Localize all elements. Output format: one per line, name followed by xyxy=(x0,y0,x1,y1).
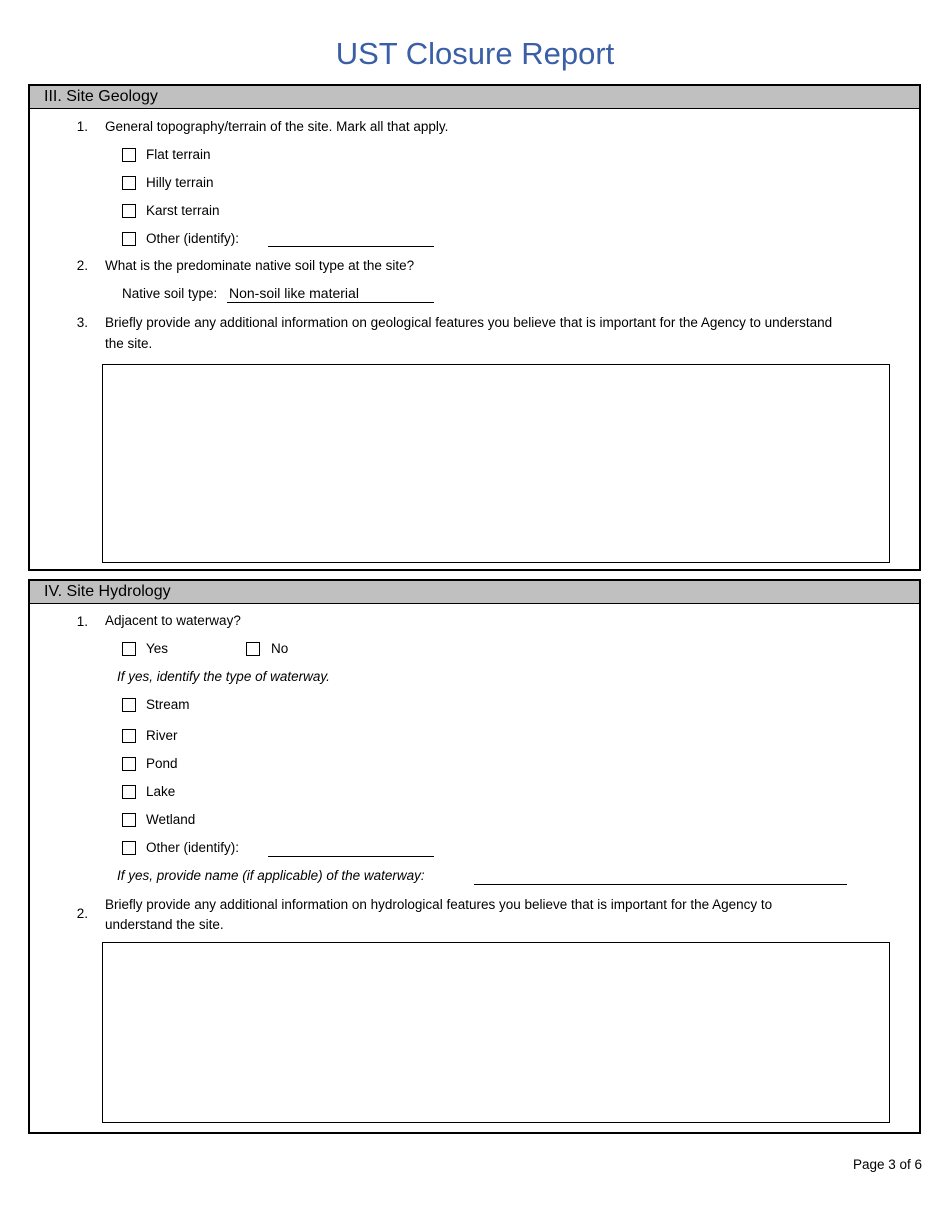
question-text: Briefly provide any additional information on geological features you believe that is important for the Agency to understand xyxy=(105,315,833,330)
checkbox-label: Yes xyxy=(146,641,169,656)
native-soil-type-underline xyxy=(227,302,434,303)
instruction-text: If yes, provide name (if applicable) of the waterway: xyxy=(117,868,425,883)
flat-terrain-checkbox[interactable] xyxy=(122,148,136,162)
other-terrain-input[interactable] xyxy=(268,246,434,247)
waterway-name-input[interactable] xyxy=(474,884,847,885)
question-number: 2. xyxy=(76,906,88,921)
page-title: UST Closure Report xyxy=(335,36,615,71)
question-number: 1. xyxy=(76,614,88,629)
question-text: What is the predominate native soil type at the site? xyxy=(105,258,415,273)
checkbox-label: River xyxy=(146,728,178,743)
checkbox-label: Karst terrain xyxy=(146,203,220,218)
river-checkbox[interactable] xyxy=(122,729,136,743)
wetland-checkbox[interactable] xyxy=(122,813,136,827)
other-terrain-checkbox[interactable] xyxy=(122,232,136,246)
question-text: General topography/terrain of the site. Mark all that apply. xyxy=(105,119,449,134)
checkbox-label: Stream xyxy=(146,697,190,712)
other-waterway-input[interactable] xyxy=(268,856,434,857)
question-number: 2. xyxy=(76,258,88,273)
section-header: III. Site Geology xyxy=(30,86,919,109)
section-header: IV. Site Hydrology xyxy=(30,581,919,604)
question-text-continued: the site. xyxy=(105,336,153,351)
question-number: 3. xyxy=(76,315,88,330)
pond-checkbox[interactable] xyxy=(122,757,136,771)
geology-info-textarea[interactable] xyxy=(102,364,890,563)
hilly-terrain-checkbox[interactable] xyxy=(122,176,136,190)
waterway-yes-checkbox[interactable] xyxy=(122,642,136,656)
stream-checkbox[interactable] xyxy=(122,698,136,712)
question-text: Adjacent to waterway? xyxy=(105,613,241,628)
karst-terrain-checkbox[interactable] xyxy=(122,204,136,218)
question-text: Briefly provide any additional information on hydrological features you believe that is important for the Agency to xyxy=(105,897,773,912)
checkbox-label: No xyxy=(271,641,289,656)
native-soil-type-field[interactable]: Non-soil like material xyxy=(229,285,359,301)
question-number: 1. xyxy=(76,119,88,134)
checkbox-label: Hilly terrain xyxy=(146,175,214,190)
page-number: Page 3 of 6 xyxy=(852,1157,922,1172)
question-text-continued: understand the site. xyxy=(105,917,224,932)
instruction-text: If yes, identify the type of waterway. xyxy=(117,669,330,684)
other-waterway-checkbox[interactable] xyxy=(122,841,136,855)
checkbox-label: Pond xyxy=(146,756,178,771)
checkbox-label: Wetland xyxy=(146,812,196,827)
checkbox-label: Flat terrain xyxy=(146,147,211,162)
field-label: Native soil type: xyxy=(122,286,218,301)
checkbox-label: Other (identify): xyxy=(146,231,240,246)
waterway-no-checkbox[interactable] xyxy=(246,642,260,656)
checkbox-label: Other (identify): xyxy=(146,840,240,855)
lake-checkbox[interactable] xyxy=(122,785,136,799)
checkbox-label: Lake xyxy=(146,784,176,799)
hydrology-info-textarea[interactable] xyxy=(102,942,890,1123)
